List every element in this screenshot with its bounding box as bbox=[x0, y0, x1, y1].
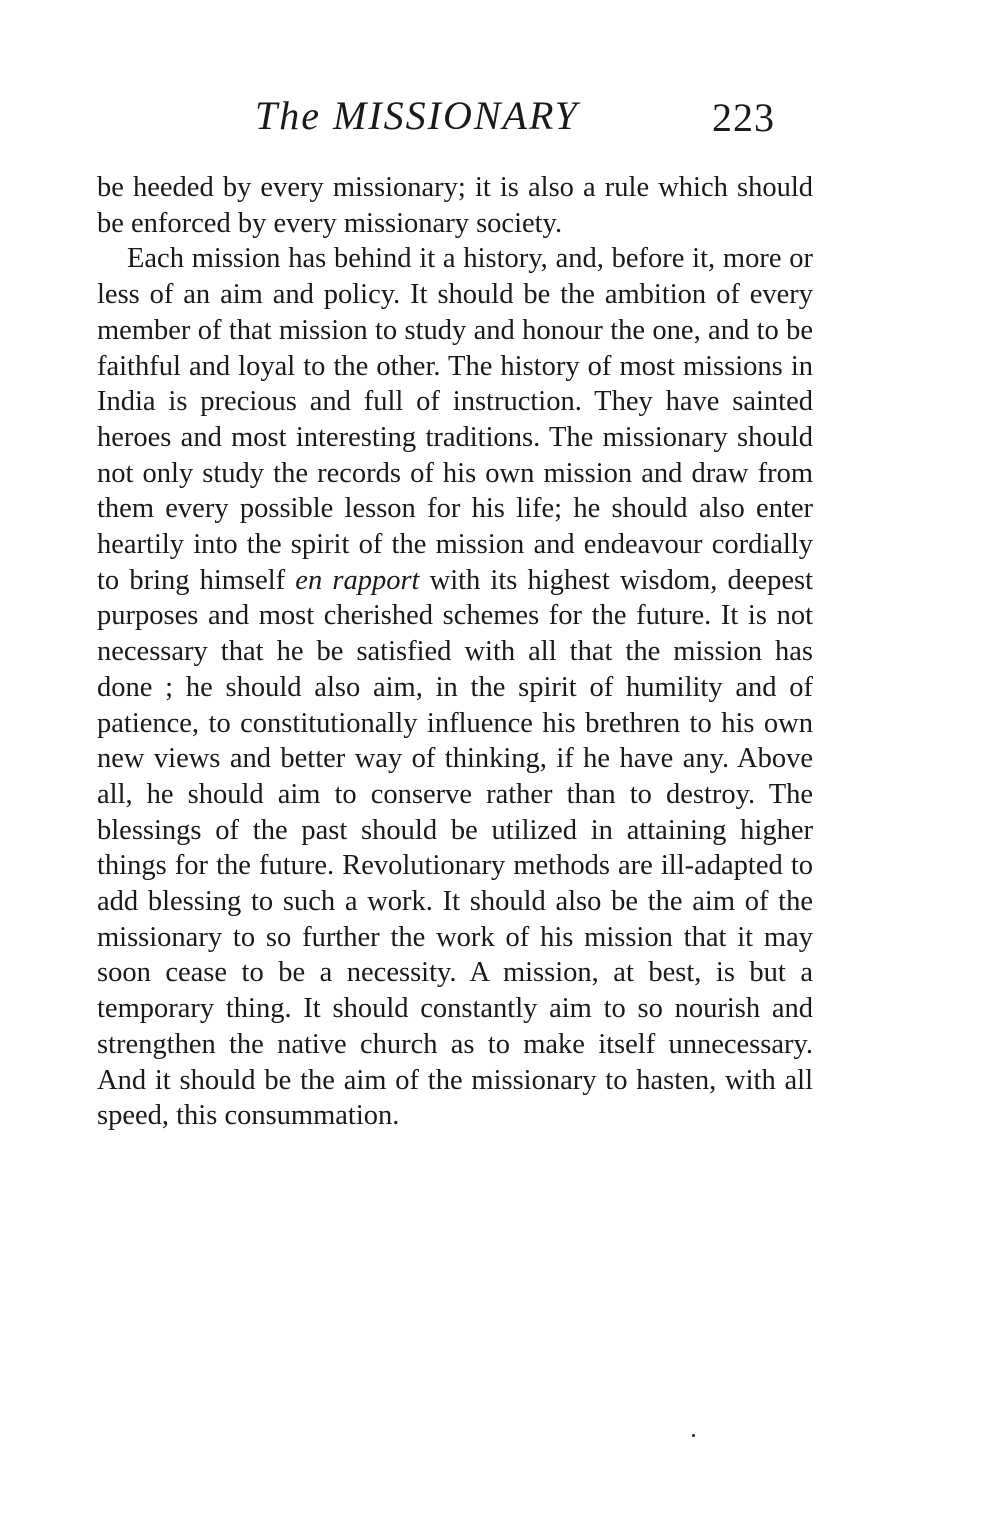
print-speck bbox=[692, 1434, 695, 1437]
page-number: 223 bbox=[712, 95, 775, 140]
running-title: The MISSIONARY bbox=[255, 93, 579, 138]
paragraph-continued: be heeded by every missionary; it is also a rule which should be enforced by every missionary society. bbox=[97, 172, 813, 239]
paragraph-text-part-1: Each mission has behind it a history, and, before it, more or less of an aim and policy. It should be the ambition of every member of that mission to study and honour the one, and to be faithful and loyal to the other. The history of most missions in India is precious and full of instruction. They have sainted heroes and most interesting traditions. The missionary should not only study the records of his own mission and draw from them every possible lesson for his life; he should also enter heartily into the spirit of the mission and endeavour cordially to bring himself bbox=[97, 243, 813, 596]
running-head bbox=[0, 92, 1000, 144]
italic-phrase: en rapport bbox=[295, 564, 420, 596]
paragraph-mission-history bbox=[97, 241, 813, 1134]
paragraph-text-part-2: with its highest wisdom, deepest purposes and most cherished schemes for the future. It is not necessary that he be satisfied with all that the mission has done ; he should also aim, in the spirit of humility and of patience, to constitutionally influence his brethren to his own new views and better way of thinking, if he have any. Above all, he should aim to conserve rather than to destroy. The blessings of the past should be utilized in attaining higher things for the future. Revolutionary methods are ill-adapted to add blessing to such a work. It should also be the aim of the missionary to so further the work of his mission that it may soon cease to be a necessity. A mission, at best, is but a temporary thing. It should constantly aim to so nourish and strengthen the native church as to make itself unnecessary. And it should be the aim of the missionary to hasten, with all speed, this consummation. bbox=[97, 564, 813, 1132]
body-text bbox=[97, 170, 813, 1134]
